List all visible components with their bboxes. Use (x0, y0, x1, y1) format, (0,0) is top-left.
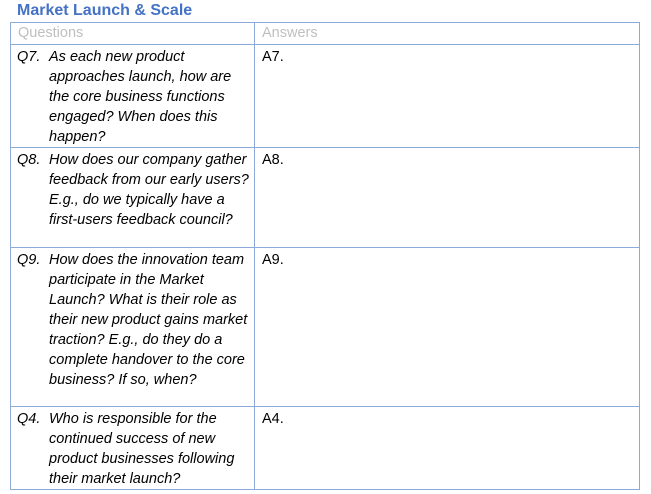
table-row (11, 148, 640, 248)
question-number: Q4. (17, 411, 41, 427)
questions-header-label: Questions (18, 25, 84, 41)
answers-header (255, 23, 640, 45)
answer-text: A8. (262, 152, 284, 168)
answer-cell[interactable] (255, 407, 640, 490)
question-text: How does the innovation team participate in the Market Launch? What is their role as their new product gains market traction? E.g., do they do a complete handover to the core business? If so, when? (49, 252, 248, 388)
table-row (11, 248, 640, 407)
table-row (11, 45, 640, 148)
section-title: Market Launch & Scale (17, 2, 193, 19)
table-row (11, 407, 640, 490)
question-cell (11, 248, 255, 407)
qa-table (10, 22, 640, 490)
answer-text: A9. (262, 252, 284, 268)
header-row (11, 23, 640, 45)
question-number: Q9. (17, 252, 41, 268)
answer-text: A4. (262, 411, 284, 427)
question-cell (11, 407, 255, 490)
answer-cell[interactable] (255, 248, 640, 407)
question-number: Q8. (17, 152, 41, 168)
question-text: How does our company gather feedback from our early users? E.g., do we typically have a first-users feedback council? (49, 152, 249, 228)
question-text: Who is responsible for the continued success of new product businesses following their market launch? (49, 411, 235, 487)
question-cell (11, 45, 255, 148)
question-number: Q7. (17, 49, 41, 65)
answer-cell[interactable] (255, 148, 640, 248)
question-cell (11, 148, 255, 248)
questions-header (11, 23, 255, 45)
answer-text: A7. (262, 49, 284, 65)
question-text: As each new product approaches launch, how are the core business functions engaged? When does this happen? (49, 49, 232, 145)
answer-cell[interactable] (255, 45, 640, 148)
answers-header-label: Answers (262, 25, 318, 41)
